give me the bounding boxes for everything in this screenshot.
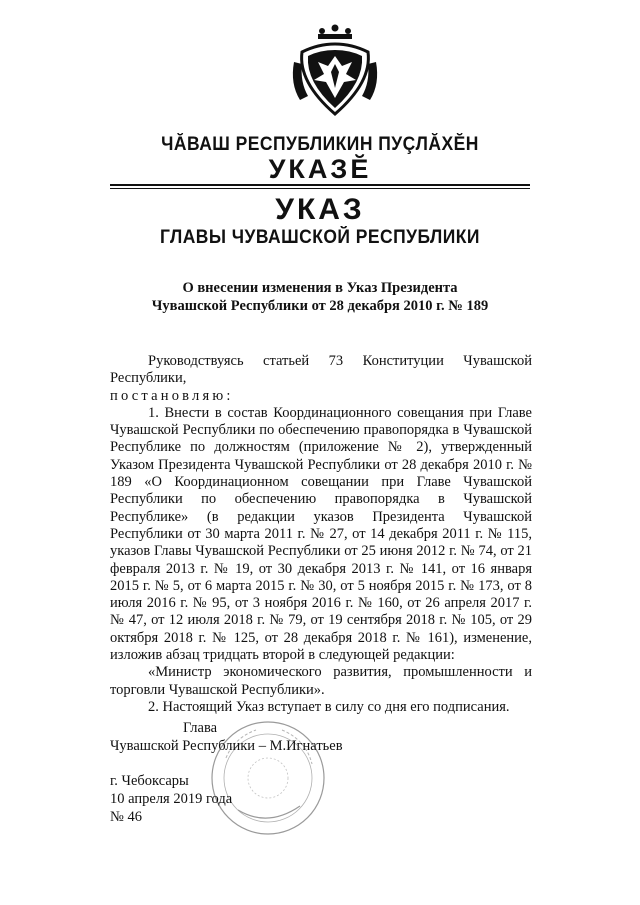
- coat-of-arms-emblem: [290, 22, 380, 118]
- header-rule-thick: [110, 184, 530, 186]
- chuvash-ukaz-title: УКАЗĔ: [268, 154, 372, 184]
- preamble-text: Руководствуясь статьей 73 Конституции Чувашской Республики,: [110, 353, 532, 387]
- official-seal-stamp: [208, 718, 328, 838]
- issue-date: 10 апреля 2019 года: [110, 791, 233, 807]
- chuvash-header-line: ЧĂВАШ РЕСПУБЛИКИН ПУÇЛĂХĔН: [161, 134, 479, 155]
- quote-text: «Министр экономического развития, промышленности и торговли Чувашской Республики».: [110, 664, 532, 698]
- signature-dash: –: [258, 738, 270, 754]
- item-2-text: 2. Настоящий Указ вступает в силу со дня его подписания.: [148, 698, 510, 715]
- subject-line-2: Чувашской Республики от 28 декабря 2010 г. № 189: [151, 298, 489, 314]
- decree-subject: [100, 279, 540, 315]
- signature-title: Глава: [183, 720, 218, 736]
- signatory-name: М.Игнатьев: [269, 738, 343, 754]
- header-rule-thin: [110, 188, 530, 189]
- issue-city: г. Чебоксары: [110, 773, 189, 789]
- signature-line: [110, 738, 343, 755]
- decree-body: [110, 353, 532, 716]
- decree-word: постановляю:: [110, 387, 234, 404]
- subject-line-1: О внесении изменения в Указ Президента: [182, 280, 458, 296]
- signature-org: Чувашской Республики: [110, 738, 256, 754]
- ukaz-title: УКАЗ: [275, 193, 365, 226]
- decree-number: № 46: [110, 809, 142, 825]
- issuer-line: ГЛАВЫ ЧУВАШСКОЙ РЕСПУБЛИКИ: [160, 227, 480, 248]
- item-1-text: 1. Внести в состав Координационного совещания при Главе Чувашской Республики по обеспечению правопорядка в Чувашской Республике по должностям (приложение № 2), утвержденный Указом Президента Чувашской Республики от 28 декабря 2010 г. № 189 «О Координационном совещании при Главе Чувашской Республики по обеспечению правопорядка в Чувашской Республике» (в редакции указов Президента Чувашской Республики от 30 марта 2011 г. № 27, от 14 декабря 2011 г. № 115, указов Главы Чувашской Республики от 25 июня 2012 г. № 74, от 21 февраля 2013 г. № 19, от 30 декабря 2013 г. № 141, от 16 января 2015 г. № 5, от 6 марта 2015 г. № 30, от 5 ноября 2015 г. № 173, от 8 июля 2016 г. № 95, от 3 ноября 2016 г. № 160, от 26 апреля 2017 г. № 47, от 12 июля 2018 г. № 79, от 19 сентября 2018 г. № 105, от 29 октября 2018 г. № 125, от 28 декабря 2018 г. № 161), изменение, изложив абзац тридцать второй в следующей редакции:: [110, 404, 532, 664]
